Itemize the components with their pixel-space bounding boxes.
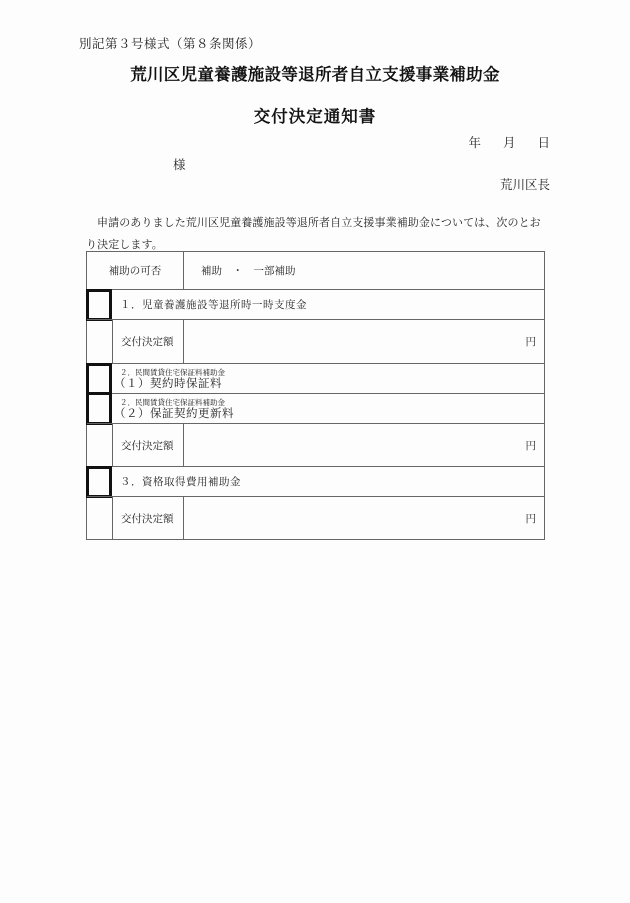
section-3-amount-row [87, 496, 544, 539]
approval-row [87, 252, 544, 289]
section-2-1-checkbox[interactable] [86, 363, 112, 395]
yen-unit: 円 [525, 439, 536, 452]
issue-date [468, 133, 550, 151]
issuer-name: 荒川区長 [499, 177, 550, 192]
document-title: 荒川区児童養護施設等退所者自立支援事業補助金 [130, 65, 500, 84]
section-3-row [87, 466, 544, 496]
amount-label: 交付決定額 [112, 497, 184, 539]
month-label: 月 [502, 135, 516, 150]
section-1-row [87, 289, 544, 319]
section-2-1-row [87, 363, 544, 393]
section-2-amount-row [87, 423, 544, 466]
amount-label: 交付決定額 [112, 320, 184, 363]
section-2-2-checkbox[interactable] [86, 392, 112, 425]
section-1-amount-field[interactable] [183, 320, 544, 363]
day-label: 日 [537, 135, 550, 150]
section-3-amount-field[interactable] [183, 497, 544, 539]
section-2-amount-field[interactable] [183, 424, 544, 466]
document-subtitle: 交付決定通知書 [253, 107, 377, 126]
form-number: 別記第３号様式（第８条関係） [79, 36, 262, 51]
decision-table [86, 251, 545, 540]
section-2-1-title: （１）契約時保証料 [114, 375, 222, 390]
approval-label: 補助の可否 [108, 265, 162, 277]
recipient-honorific: 様 [173, 157, 186, 172]
section-2-category: ２．民間賃貸住宅保証料補助金 [120, 367, 225, 377]
section-1-amount-row [87, 319, 544, 363]
section-2-2-title: （２）保証契約更新料 [114, 405, 234, 420]
body-text: 申請のありました荒川区児童養護施設等退所者自立支援事業補助金については、次のとおり決定します。 [86, 216, 541, 251]
section-2-1-label [112, 364, 544, 393]
yen-unit: 円 [525, 336, 536, 348]
section-2-category: ２．民間賃貸住宅保証料補助金 [120, 397, 225, 407]
year-label: 年 [468, 135, 481, 150]
section-2-2-label [112, 394, 544, 423]
section-1-checkbox[interactable] [86, 289, 112, 321]
section-1-title: １．児童養護施設等退所時一時支度金 [120, 299, 307, 311]
amount-label: 交付決定額 [112, 424, 184, 466]
section-3-checkbox[interactable] [86, 466, 112, 498]
section-2-2-row [87, 393, 544, 423]
approval-options[interactable]: 補助 ・ 一部補助 [183, 252, 544, 289]
yen-unit: 円 [525, 512, 536, 525]
section-3-title: ３．資格取得費用補助金 [120, 476, 241, 488]
